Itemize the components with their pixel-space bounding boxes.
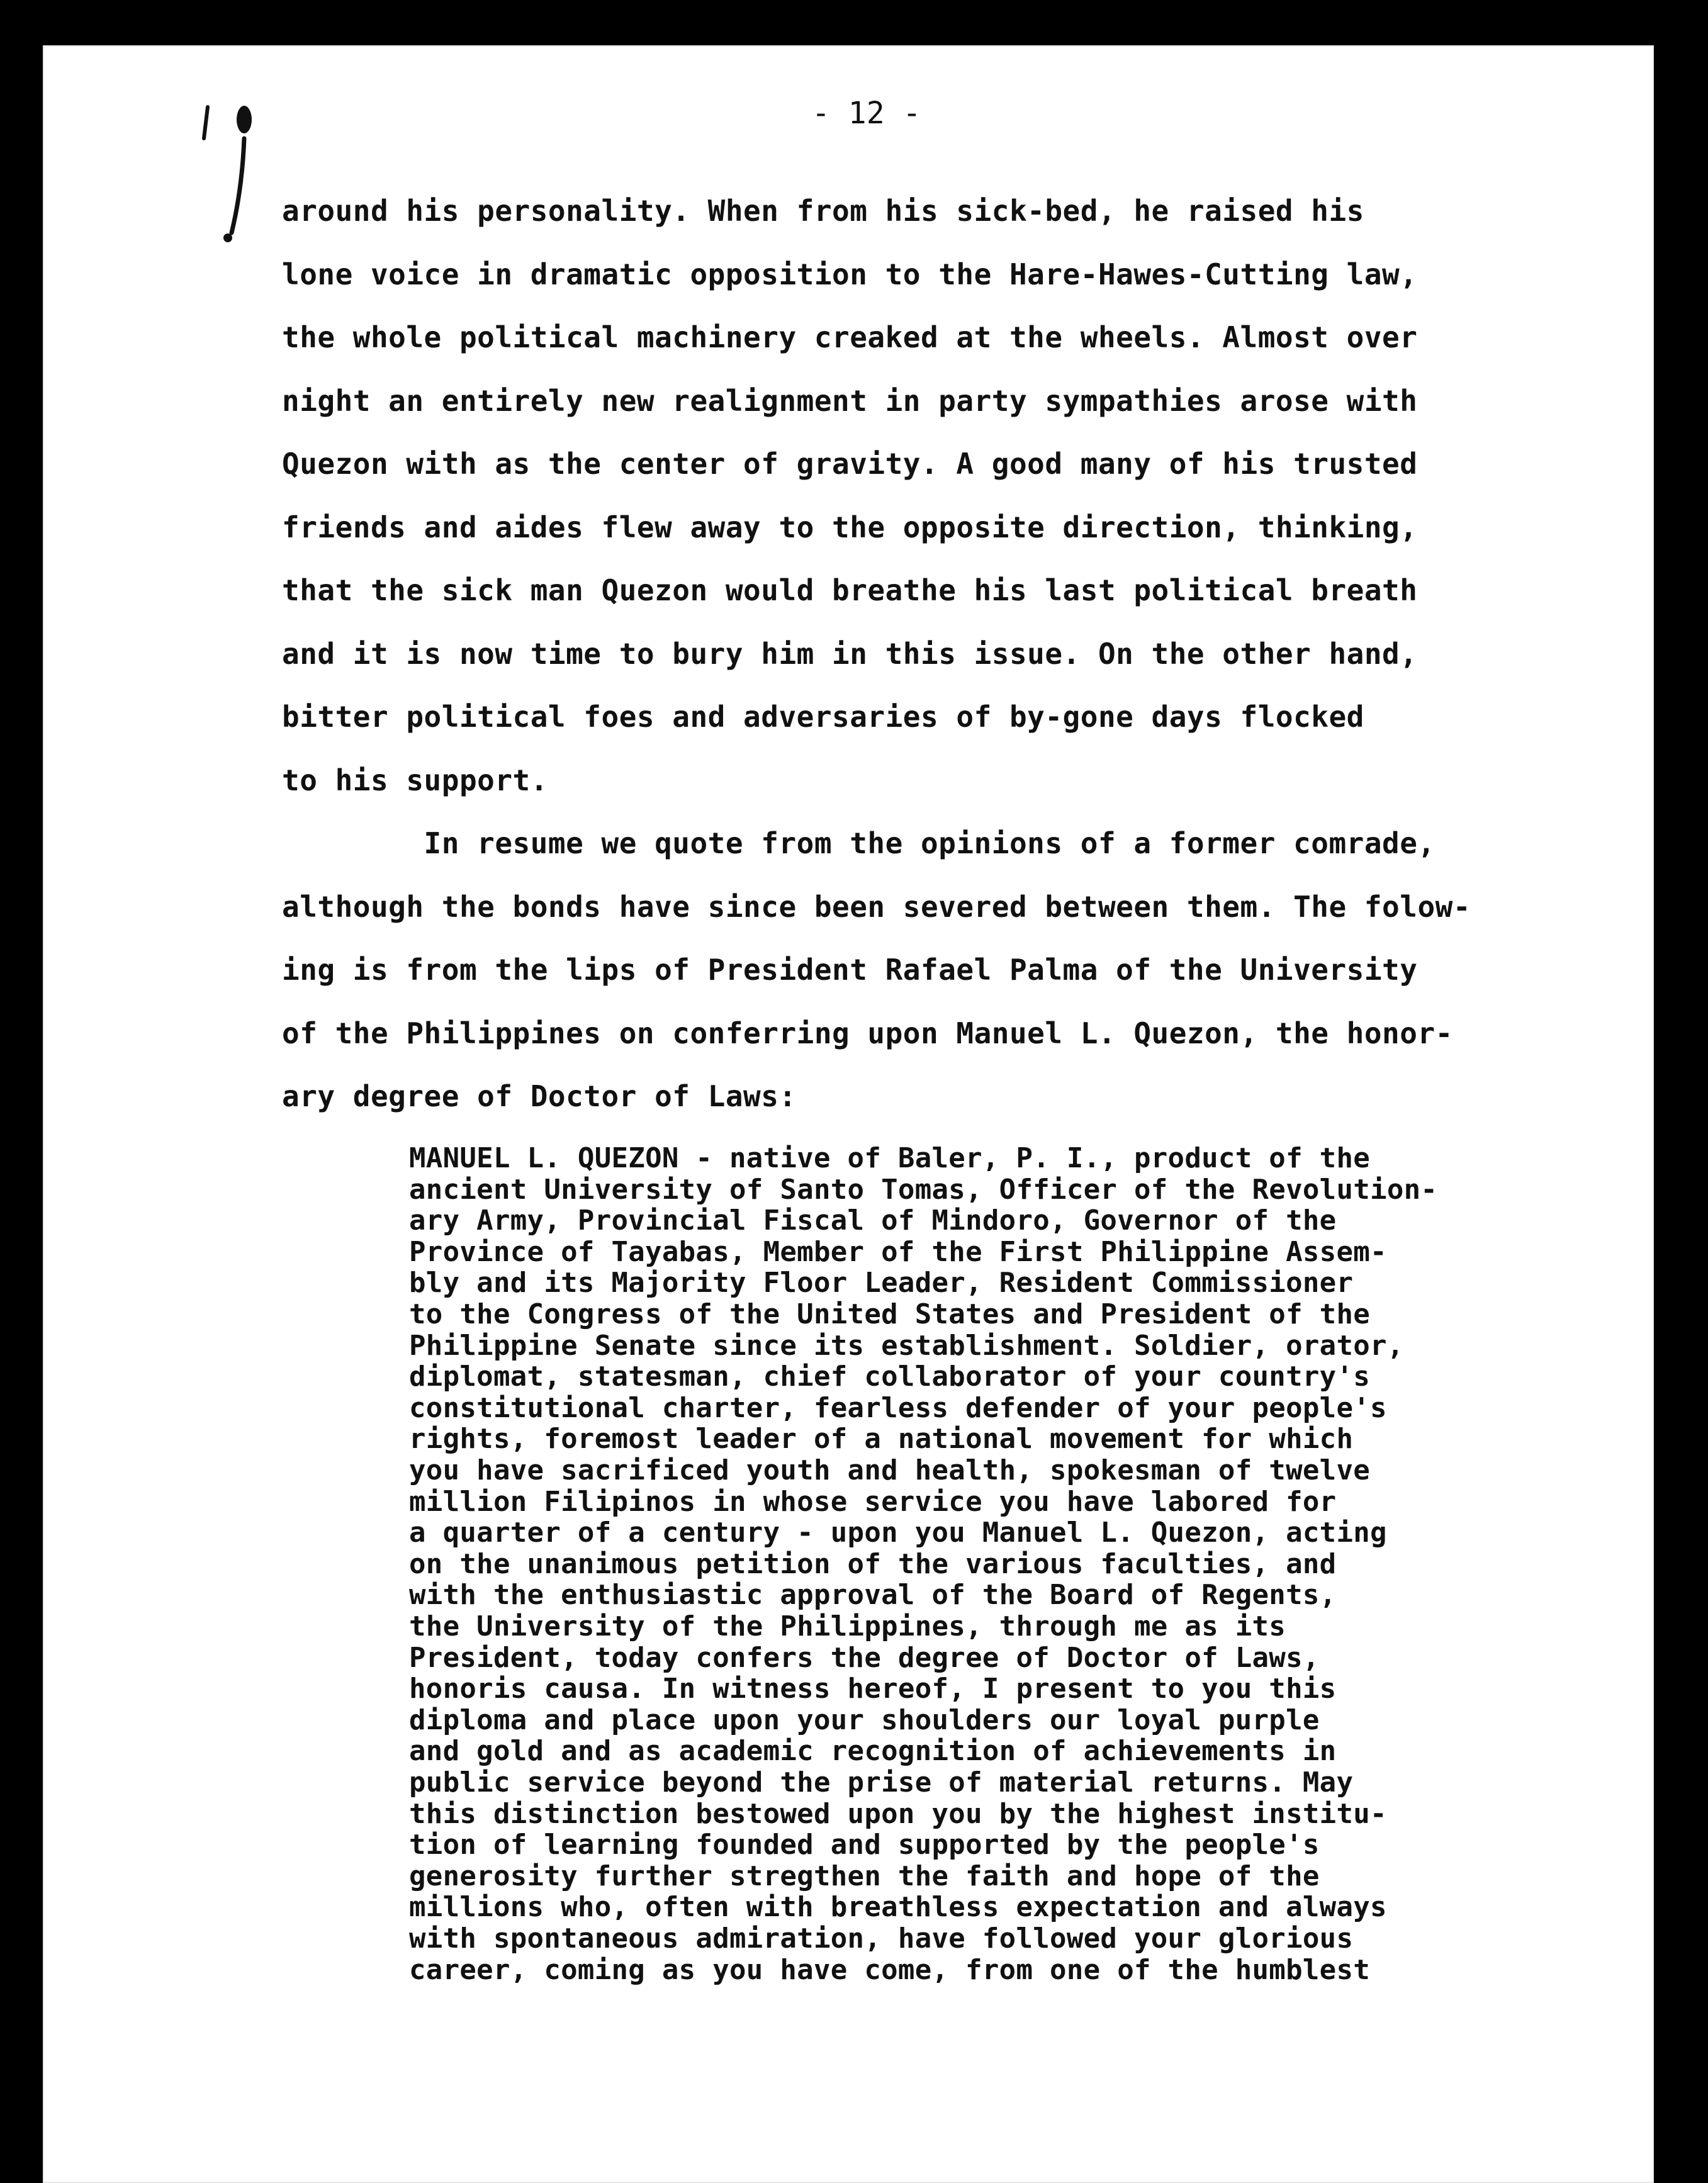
quote-line: on the unanimous petition of the various faculties, and: [409, 1547, 1337, 1580]
quote-line: this distinction bestowed upon you by the highest institu-: [409, 1797, 1387, 1830]
body-line: In resume we quote from the opinions of a former comrade,: [282, 826, 1436, 860]
quote-line: diploma and place upon your shoulders our loyal purple: [409, 1703, 1320, 1736]
quote-line: constitutional charter, fearless defender of your people's: [409, 1391, 1387, 1424]
body-line: ary degree of Doctor of Laws:: [282, 1079, 797, 1113]
quote-line: honoris causa. In witness hereof, I present to you this: [409, 1673, 1337, 1705]
body-line: lone voice in dramatic opposition to the Hare-Hawes-Cutting law,: [282, 257, 1418, 291]
quote-line: generosity further stregthen the faith and hope of the: [409, 1860, 1320, 1892]
quote-line: bly and its Majority Floor Leader, Resident Commissioner: [409, 1267, 1354, 1299]
quote-line: with spontaneous admiration, have followed your glorious: [409, 1922, 1354, 1955]
quote-line: ancient University of Santo Tomas, Officer of the Revolution-: [409, 1173, 1438, 1206]
quote-line: career, coming as you have come, from one of the humblest: [409, 1953, 1371, 1986]
body-line: around his personality. When from his sick-bed, he raised his: [282, 194, 1364, 228]
quote-line: million Filipinos in whose service you have labored for: [409, 1485, 1337, 1518]
quote-line: the University of the Philippines, through me as its: [409, 1610, 1286, 1642]
quote-line: a quarter of a century - upon you Manuel L. Quezon, acting: [409, 1517, 1387, 1549]
quote-line: President, today confers the degree of Doctor of Laws,: [409, 1641, 1320, 1674]
page-edge-tab: [1656, 938, 1688, 988]
body-line: the whole political machinery creaked at the wheels. Almost over: [282, 320, 1418, 354]
quote-line: ary Army, Provincial Fiscal of Mindoro, Governor of the: [409, 1204, 1337, 1237]
body-line: ing is from the lips of President Rafael Palma of the University: [282, 953, 1418, 987]
quote-line: Philippine Senate since its establishment. Soldier, orator,: [409, 1329, 1404, 1362]
body-line: Quezon with as the center of gravity. A good many of his trusted: [282, 447, 1418, 481]
quote-line: millions who, often with breathless expectation and always: [409, 1891, 1387, 1924]
quote-line: tion of learning founded and supported by the people's: [409, 1829, 1320, 1861]
body-line: to his support.: [282, 763, 548, 797]
quote-line: diplomat, statesman, chief collaborator of your country's: [409, 1361, 1371, 1393]
body-line: night an entirely new realignment in party sympathies arose with: [282, 383, 1418, 418]
quote-line: rights, foremost leader of a national movement for which: [409, 1423, 1354, 1456]
body-line: friends and aides flew away to the opposite direction, thinking,: [282, 510, 1418, 544]
ink-mark: [195, 101, 271, 245]
page-number: - 12 -: [812, 96, 921, 131]
quote-line: with the enthusiastic approval of the Board of Regents,: [409, 1579, 1337, 1612]
body-line: and it is now time to bury him in this issue. On the other hand,: [282, 636, 1418, 671]
body-line: of the Philippines on conferring upon Manuel L. Quezon, the honor-: [282, 1016, 1453, 1050]
quote-line: Province of Tayabas, Member of the First Philippine Assem-: [409, 1235, 1387, 1268]
quote-line: public service beyond the prise of material returns. May: [409, 1766, 1354, 1799]
quote-line: MANUEL L. QUEZON - native of Baler, P. I., product of the: [409, 1142, 1371, 1174]
quote-line: you have sacrificed youth and health, spokesman of twelve: [409, 1454, 1371, 1486]
body-line: bitter political foes and adversaries of by-gone days flocked: [282, 700, 1364, 734]
body-line: that the sick man Quezon would breathe his last political breath: [282, 573, 1418, 607]
quote-line: and gold and as academic recognition of achievements in: [409, 1735, 1337, 1768]
quote-line: to the Congress of the United States and President of the: [409, 1298, 1371, 1330]
body-line: although the bonds have since been severed between them. The folow-: [282, 889, 1471, 924]
